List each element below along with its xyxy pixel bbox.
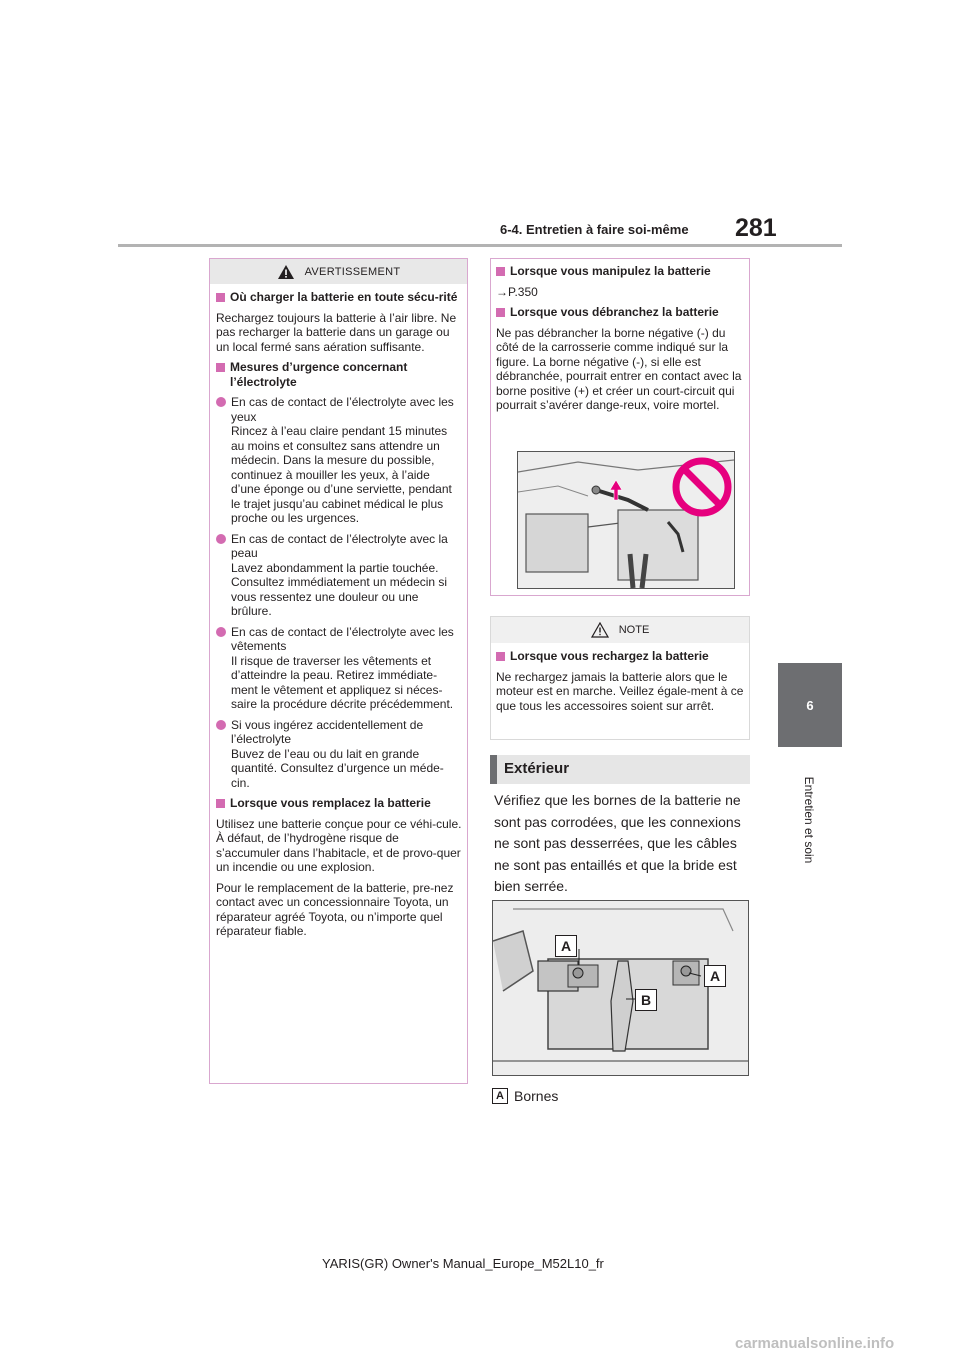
legend-text: Bornes — [514, 1088, 559, 1104]
warning-box — [209, 258, 468, 1084]
battery-terminals-figure — [492, 900, 749, 1076]
legend-letter: A — [492, 1088, 508, 1104]
note-heading: Lorsque vous rechargez la batterie — [496, 649, 744, 664]
round-bullet-icon — [216, 534, 226, 544]
callout-a-left: A — [555, 935, 577, 957]
watermark: carmanualsonline.info — [735, 1335, 895, 1352]
page-reference-link[interactable]: →P.350 — [496, 284, 538, 299]
heading-bar — [490, 755, 497, 784]
round-bullet-icon — [216, 397, 226, 407]
caution-triangle-icon — [591, 622, 609, 638]
warning-text-replace-1: Utilisez une batterie conçue pour ce véhi-cule. À défaut, de l’hydrogène risque de s’accumuler dans l’habitacle, et de provo-quer un incendie ou une explosion. — [216, 816, 462, 874]
page-number: 281 — [735, 214, 777, 242]
note-header — [491, 617, 749, 643]
square-bullet-icon — [216, 293, 225, 302]
callout-b: B — [635, 989, 657, 1011]
chapter-label — [789, 760, 829, 880]
square-bullet-icon — [216, 799, 225, 808]
list-item: En cas de contact de l’électrolyte avec la peau Lavez abondamment la partie touchée. Consultez immédiatement un médecin si vous ressentez une douleur ou une brûlure. — [216, 532, 462, 619]
square-bullet-icon — [496, 652, 505, 661]
warning-text-charge: Rechargez toujours la batterie à l’air libre. Ne pas recharger la batterie dans un garage ou un local fermé sans aération suffisante. — [216, 310, 457, 354]
warning-heading-electrolyte: Mesures d’urgence concernant l’électrolyte — [216, 360, 462, 389]
header-rule — [118, 244, 842, 247]
battery-illustration — [493, 901, 748, 1075]
warning-body — [216, 290, 462, 945]
warning-heading-charge: Où charger la batterie en toute sécu-rité — [216, 290, 462, 305]
square-bullet-icon — [496, 267, 505, 276]
note-text: Ne rechargez jamais la batterie alors que le moteur est en marche. Veillez égale-ment à ce que tous les accessoires soient sur arrêt. — [496, 669, 744, 713]
callout-a-right: A — [704, 965, 726, 987]
figure-legend — [492, 1088, 558, 1104]
footer-text: YARIS(GR) Owner's Manual_Europe_M52L10_fr — [322, 1256, 604, 1271]
list-item: En cas de contact de l’électrolyte avec les yeux Rincez à l’eau claire pendant 15 minutes au moins et consultez sans attendre un médecin. Dans la mesure du possible, continuez à mouiller les yeux, à l’aide d’une éponge ou d’une serviette, pendant le trajet jusqu’au cabinet médical le plus proche ou les urgences. — [216, 395, 462, 526]
round-bullet-icon — [216, 720, 226, 730]
warning-heading-replace: Lorsque vous remplacez la batterie — [216, 796, 462, 811]
chapter-label-text: Entretien et soin — [802, 776, 816, 864]
exterior-text: Vérifiez que les bornes de la batterie ne sont pas corrodées, que les connexions ne sont pas desserrées, que les câbles ne sont pas entaillés et que la bride est bien serrée. — [494, 792, 741, 894]
square-bullet-icon — [496, 308, 505, 317]
handling-heading: Lorsque vous manipulez la batterie — [496, 264, 744, 279]
exterior-heading — [490, 755, 750, 784]
disconnect-text: Ne pas débrancher la borne négative (-) du côté de la carrosserie comme indiqué sur la figure. La borne négative (-), si elle est débranchée, pourrait entrer en contact avec la borne positive (+) et créer un court-circuit qui pourrait s’avérer dange-reux, voire mortel. — [496, 325, 742, 412]
warning-header — [210, 259, 467, 284]
warning-triangle-icon — [277, 264, 295, 280]
section-title: 6-4. Entretien à faire soi-même — [500, 222, 689, 237]
chapter-tab[interactable] — [778, 663, 842, 747]
square-bullet-icon — [216, 363, 225, 372]
battery-disconnect-figure — [517, 451, 735, 589]
note-box — [490, 616, 750, 740]
warning-title: AVERTISSEMENT — [304, 265, 401, 278]
note-title: NOTE — [618, 624, 650, 636]
round-bullet-icon — [216, 627, 226, 637]
handling-box — [490, 258, 750, 596]
chapter-number: 6 — [806, 697, 814, 713]
list-item: En cas de contact de l’électrolyte avec les vêtements Il risque de traverser les vêtements et d’atteindre la peau. Retirez immédiate-ment le vêtement et appliquez si néces-saire la procédure décrite précédemment. — [216, 625, 462, 712]
list-item: Si vous ingérez accidentellement de l’électrolyte Buvez de l’eau ou du lait en grande quantité. Consultez d’urgence un méde-cin. — [216, 718, 462, 791]
prohibited-icon — [671, 456, 733, 518]
handling-body — [496, 264, 744, 419]
warning-text-replace-2: Pour le remplacement de la batterie, pre-nez contact avec un concessionnaire Toyota, un réparateur agréé Toyota, ou n’importe quel réparateur fiable. — [216, 880, 454, 938]
exterior-heading-text: Extérieur — [504, 760, 570, 777]
disconnect-heading: Lorsque vous débranchez la batterie — [496, 305, 744, 320]
note-body — [496, 649, 744, 719]
